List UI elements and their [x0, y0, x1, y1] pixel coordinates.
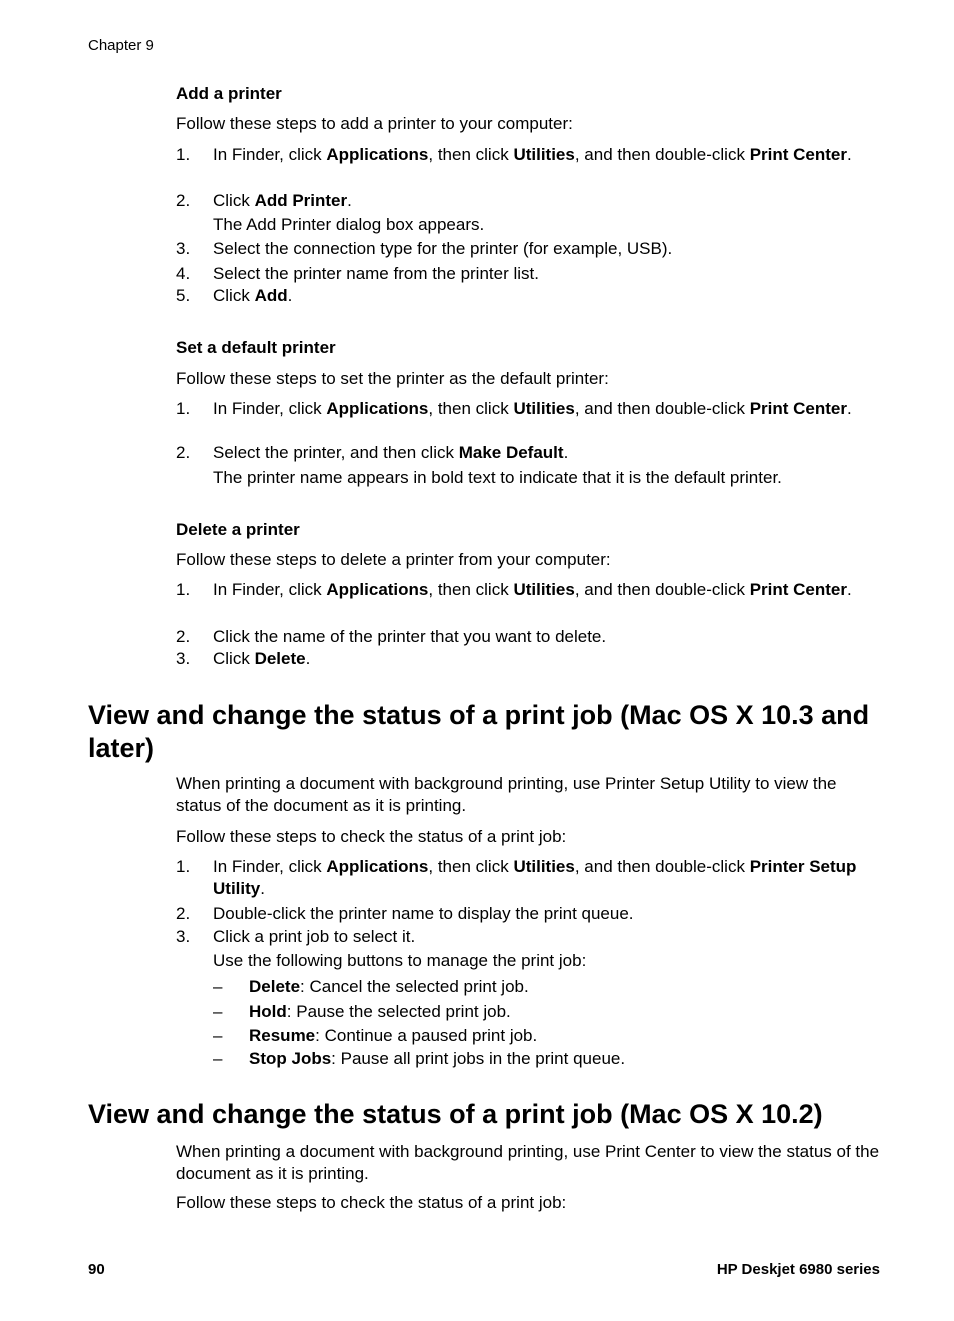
add-printer-intro: Follow these steps to add a printer to your computer:: [176, 114, 573, 133]
status-10-3-intro2: Follow these steps to check the status of a print job:: [176, 827, 567, 846]
status-10-2-intro: When printing a document with background printing, use Print Center to view the status of the document as it is printing.: [176, 1142, 880, 1183]
list-item: 1. In Finder, click Applications, then click Utilities, and then double-click Print Center.: [176, 580, 852, 599]
default-printer-intro: Follow these steps to set the printer as the default printer:: [176, 369, 609, 388]
product-name: HP Deskjet 6980 series: [716, 1261, 880, 1278]
step-note: The printer name appears in bold text to indicate that it is the default printer.: [213, 468, 782, 487]
heading-status-10-3: View and change the status of a print job (Mac OS X 10.3 and later): [88, 700, 870, 763]
status-10-2-intro2: Follow these steps to check the status of a print job:: [176, 1193, 567, 1212]
list-item: 1. In Finder, click Applications, then click Utilities, and then double-click Print Center.: [176, 145, 852, 164]
section-title-default-printer: Set a default printer: [176, 338, 336, 357]
step-note: The Add Printer dialog box appears.: [213, 215, 485, 234]
chapter-header: Chapter 9: [88, 37, 154, 54]
delete-printer-intro: Follow these steps to delete a printer from your computer:: [176, 550, 611, 569]
status-10-3-intro: When printing a document with background printing, use Printer Setup Utility to view the status of the document as it is printing.: [176, 774, 837, 815]
list-item: 1. In Finder, click Applications, then click Utilities, and then double-click Printer Setup Utility.: [176, 857, 857, 898]
heading-status-10-2: View and change the status of a print job (Mac OS X 10.2): [88, 1099, 823, 1129]
section-title-delete-printer: Delete a printer: [176, 520, 300, 539]
section-title-add-printer: Add a printer: [176, 84, 282, 103]
step-note: Use the following buttons to manage the print job:: [213, 951, 587, 970]
list-item: 1. In Finder, click Applications, then click Utilities, and then double-click Print Center.: [176, 399, 852, 418]
page-number: 90: [88, 1261, 105, 1278]
